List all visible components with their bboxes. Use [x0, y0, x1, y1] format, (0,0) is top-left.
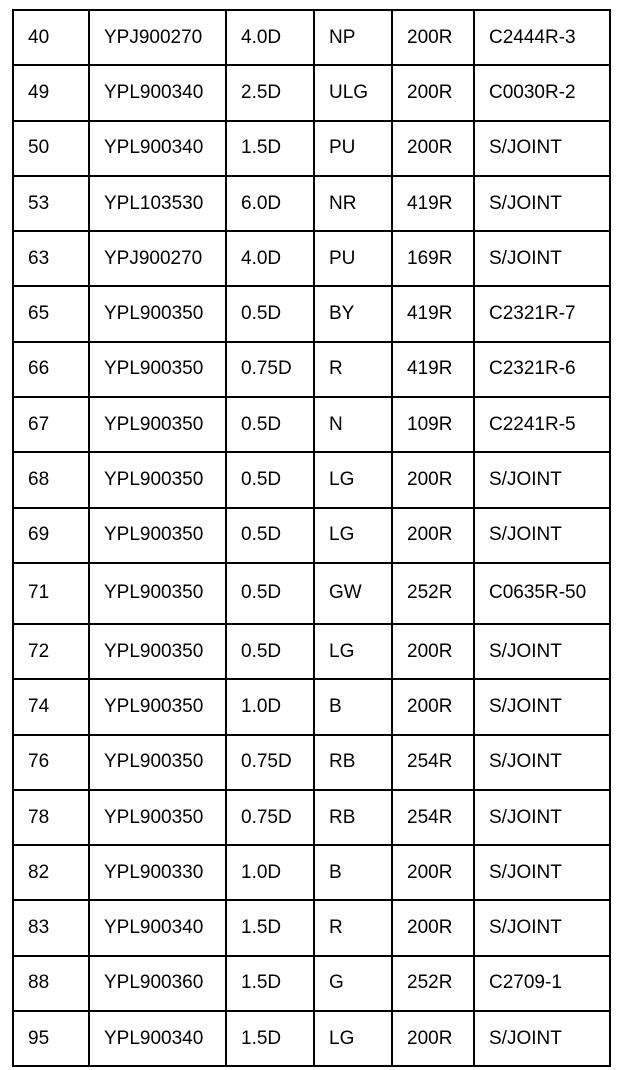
part-number-cell: YPL900350 [89, 679, 226, 734]
wire-number-cell: 82 [13, 845, 89, 900]
wire-size-cell: 1.5D [226, 900, 314, 955]
wire-size-cell: 0.5D [226, 508, 314, 563]
wire-length-cell: 419R [392, 286, 474, 341]
wire-length-cell: 200R [392, 1011, 474, 1066]
connector-cell: S/JOINT [474, 121, 610, 176]
part-number-cell: YPL900350 [89, 563, 226, 624]
wire-number-cell: 50 [13, 121, 89, 176]
wire-size-cell: 0.5D [226, 397, 314, 452]
connector-cell: S/JOINT [474, 845, 610, 900]
wire-color-cell: PU [314, 231, 392, 286]
wire-number-cell: 88 [13, 956, 89, 1011]
connector-cell: C2444R-3 [474, 10, 610, 65]
connector-cell: C2321R-6 [474, 342, 610, 397]
wire-color-cell: R [314, 900, 392, 955]
wire-color-cell: BY [314, 286, 392, 341]
wire-size-cell: 0.75D [226, 342, 314, 397]
wire-color-cell: LG [314, 452, 392, 507]
part-number-cell: YPL900350 [89, 624, 226, 679]
wire-size-cell: 1.0D [226, 845, 314, 900]
wire-length-cell: 200R [392, 10, 474, 65]
wire-number-cell: 66 [13, 342, 89, 397]
connector-cell: S/JOINT [474, 679, 610, 734]
table-row [13, 1011, 610, 1066]
wire-number-cell: 67 [13, 397, 89, 452]
wire-size-cell: 1.0D [226, 679, 314, 734]
connector-cell: S/JOINT [474, 452, 610, 507]
wire-length-cell: 200R [392, 65, 474, 120]
wire-color-cell: ULG [314, 65, 392, 120]
connector-cell: C0030R-2 [474, 65, 610, 120]
table-row [13, 900, 610, 955]
wire-length-cell: 169R [392, 231, 474, 286]
wire-number-cell: 69 [13, 508, 89, 563]
wire-color-cell: N [314, 397, 392, 452]
table-row [13, 121, 610, 176]
wire-list-body [13, 10, 610, 1066]
wire-length-cell: 254R [392, 790, 474, 845]
part-number-cell: YPL900350 [89, 342, 226, 397]
connector-cell: S/JOINT [474, 790, 610, 845]
part-number-cell: YPL103530 [89, 176, 226, 231]
wire-size-cell: 4.0D [226, 10, 314, 65]
wire-color-cell: RB [314, 735, 392, 790]
wire-length-cell: 200R [392, 845, 474, 900]
connector-cell: S/JOINT [474, 735, 610, 790]
part-number-cell: YPL900340 [89, 121, 226, 176]
table-row [13, 508, 610, 563]
part-number-cell: YPL900330 [89, 845, 226, 900]
wire-color-cell: B [314, 679, 392, 734]
connector-cell: C2241R-5 [474, 397, 610, 452]
part-number-cell: YPL900350 [89, 508, 226, 563]
wire-length-cell: 200R [392, 508, 474, 563]
part-number-cell: YPL900350 [89, 735, 226, 790]
wire-length-cell: 200R [392, 452, 474, 507]
wire-number-cell: 74 [13, 679, 89, 734]
wire-size-cell: 0.5D [226, 286, 314, 341]
wire-length-cell: 200R [392, 121, 474, 176]
part-number-cell: YPL900350 [89, 286, 226, 341]
wire-color-cell: GW [314, 563, 392, 624]
part-number-cell: YPJ900270 [89, 10, 226, 65]
wire-length-cell: 252R [392, 956, 474, 1011]
wire-color-cell: LG [314, 1011, 392, 1066]
table-row [13, 624, 610, 679]
wire-length-cell: 252R [392, 563, 474, 624]
table-row [13, 342, 610, 397]
connector-cell: S/JOINT [474, 231, 610, 286]
wire-number-cell: 71 [13, 563, 89, 624]
wire-size-cell: 1.5D [226, 956, 314, 1011]
wire-number-cell: 65 [13, 286, 89, 341]
wire-size-cell: 1.5D [226, 1011, 314, 1066]
wire-size-cell: 0.5D [226, 624, 314, 679]
part-number-cell: YPL900340 [89, 65, 226, 120]
wire-color-cell: RB [314, 790, 392, 845]
wire-color-cell: PU [314, 121, 392, 176]
connector-cell: S/JOINT [474, 624, 610, 679]
wire-number-cell: 63 [13, 231, 89, 286]
table-row [13, 563, 610, 624]
table-row [13, 845, 610, 900]
table-row [13, 679, 610, 734]
wire-number-cell: 49 [13, 65, 89, 120]
wire-number-cell: 40 [13, 10, 89, 65]
part-number-cell: YPL900350 [89, 790, 226, 845]
table-row [13, 956, 610, 1011]
wire-color-cell: NR [314, 176, 392, 231]
connector-cell: S/JOINT [474, 176, 610, 231]
wire-length-cell: 200R [392, 900, 474, 955]
wire-color-cell: B [314, 845, 392, 900]
wire-list-table [12, 9, 611, 1067]
part-number-cell: YPL900350 [89, 452, 226, 507]
table-row [13, 286, 610, 341]
wire-size-cell: 2.5D [226, 65, 314, 120]
table-row [13, 397, 610, 452]
wire-number-cell: 78 [13, 790, 89, 845]
part-number-cell: YPL900340 [89, 1011, 226, 1066]
wire-number-cell: 83 [13, 900, 89, 955]
wire-size-cell: 0.5D [226, 563, 314, 624]
connector-cell: S/JOINT [474, 508, 610, 563]
part-number-cell: YPL900360 [89, 956, 226, 1011]
wire-size-cell: 0.5D [226, 452, 314, 507]
wire-size-cell: 4.0D [226, 231, 314, 286]
table-row [13, 231, 610, 286]
wire-length-cell: 419R [392, 342, 474, 397]
wire-size-cell: 0.75D [226, 735, 314, 790]
wire-color-cell: R [314, 342, 392, 397]
connector-cell: C2321R-7 [474, 286, 610, 341]
table-row [13, 10, 610, 65]
wire-length-cell: 419R [392, 176, 474, 231]
table-row [13, 735, 610, 790]
wire-number-cell: 95 [13, 1011, 89, 1066]
table-row [13, 452, 610, 507]
wire-size-cell: 6.0D [226, 176, 314, 231]
wire-length-cell: 254R [392, 735, 474, 790]
connector-cell: C0635R-50 [474, 563, 610, 624]
part-number-cell: YPL900350 [89, 397, 226, 452]
connector-cell: S/JOINT [474, 900, 610, 955]
wire-length-cell: 200R [392, 679, 474, 734]
wire-color-cell: LG [314, 624, 392, 679]
wire-color-cell: NP [314, 10, 392, 65]
wire-length-cell: 200R [392, 624, 474, 679]
connector-cell: S/JOINT [474, 1011, 610, 1066]
wire-length-cell: 109R [392, 397, 474, 452]
part-number-cell: YPJ900270 [89, 231, 226, 286]
wire-color-cell: G [314, 956, 392, 1011]
table-row [13, 790, 610, 845]
wire-size-cell: 1.5D [226, 121, 314, 176]
wire-number-cell: 76 [13, 735, 89, 790]
wire-number-cell: 72 [13, 624, 89, 679]
wire-size-cell: 0.75D [226, 790, 314, 845]
table-row [13, 176, 610, 231]
part-number-cell: YPL900340 [89, 900, 226, 955]
connector-cell: C2709-1 [474, 956, 610, 1011]
table-row [13, 65, 610, 120]
wire-color-cell: LG [314, 508, 392, 563]
wire-number-cell: 68 [13, 452, 89, 507]
wire-number-cell: 53 [13, 176, 89, 231]
